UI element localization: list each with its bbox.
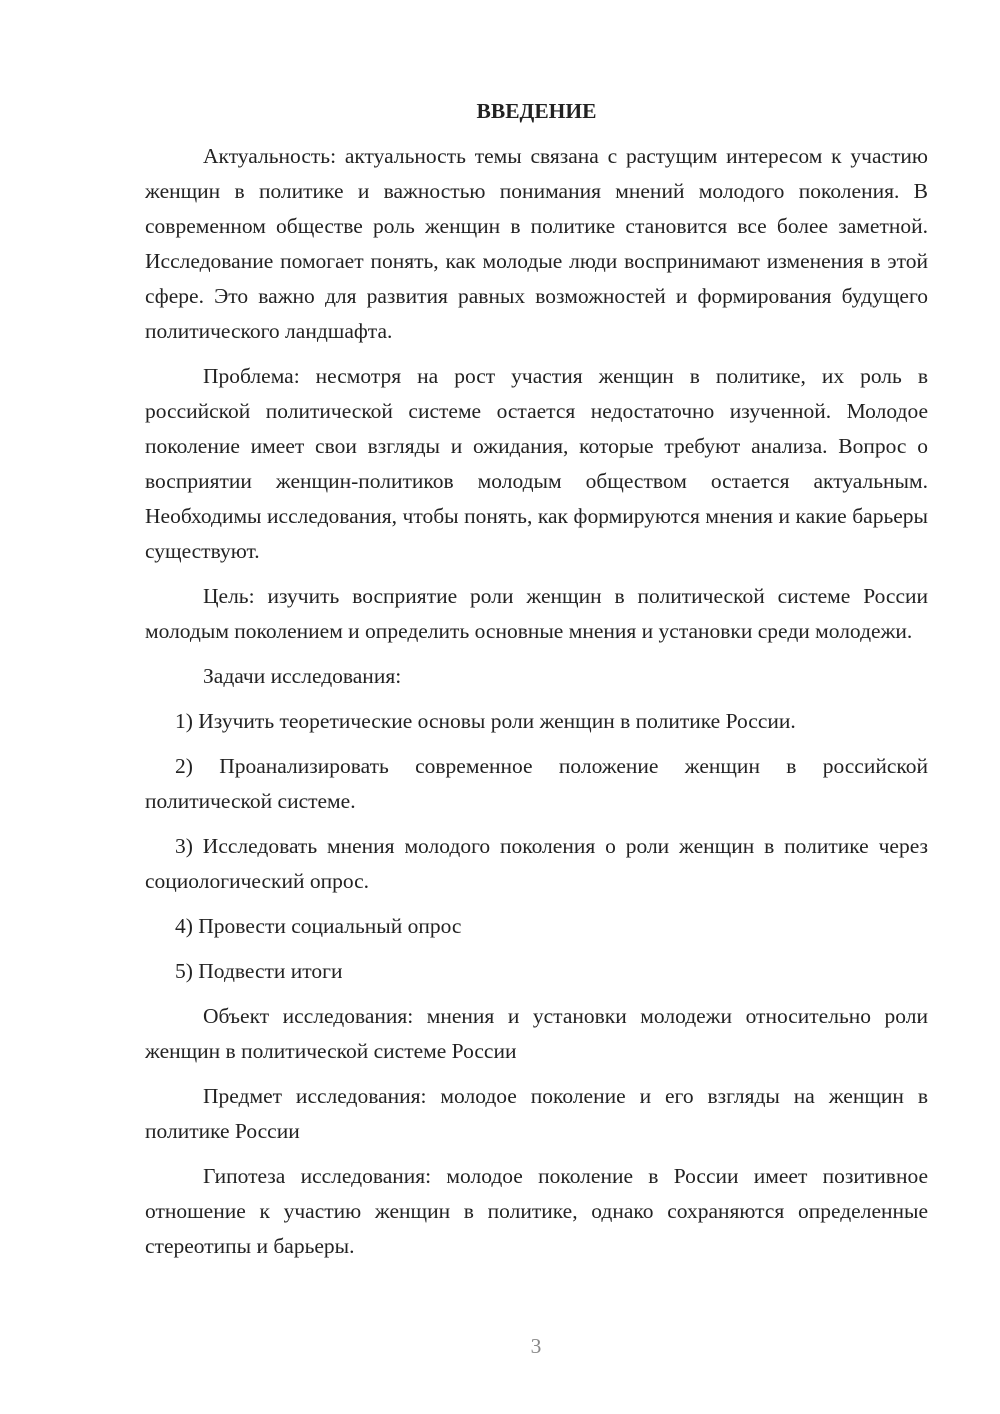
tasks-heading: Задачи исследования: [203, 664, 402, 688]
goal-paragraph: Цель: изучить восприятие роли женщин в политической системе России молодым поколением и определить основные мнения и установки среди молодежи. [145, 584, 928, 643]
task-item-3: 3) Исследовать мнения молодого поколения о роли женщин в политике через социологический опрос. [145, 834, 928, 893]
problem-paragraph: Проблема: несмотря на рост участия женщин в политике, их роль в российской политической системе остается недостаточно изученной. Молодое поколение имеет свои взгляды и ожидания, которые требуют анализа. Вопрос о восприятии женщин-политиков молодым обществом остается актуальным. Необходимы исследования, чтобы понять, как формируются мнения и какие барьеры существуют. [145, 364, 928, 563]
relevance-paragraph: Актуальность: актуальность темы связана с растущим интересом к участию женщин в политике и важностью понимания мнений молодого поколения. В современном обществе роль женщин в политике становится все более заметной. Исследование помогает понять, как молодые люди воспринимают изменения в этой сфере. Это важно для развития равных возможностей и формирования будущего политического ландшафта. [145, 144, 928, 343]
hypothesis-paragraph: Гипотеза исследования: молодое поколение в России имеет позитивное отношение к участию женщин в политике, однако сохраняются определенные стереотипы и барьеры. [145, 1164, 928, 1258]
subject-paragraph: Предмет исследования: молодое поколение и его взгляды на женщин в политике России [145, 1084, 928, 1143]
page-title: ВВЕДЕНИЕ [476, 99, 597, 123]
task-item-1: 1) Изучить теоретические основы роли женщин в политике России. [175, 709, 796, 733]
task-item-5: 5) Подвести итоги [175, 959, 343, 983]
task-item-4: 4) Провести социальный опрос [175, 914, 462, 938]
page-content [145, 94, 928, 1274]
page-number: 3 [530, 1334, 542, 1358]
task-item-2: 2) Проанализировать современное положение женщин в российской политической системе. [145, 754, 928, 813]
object-paragraph: Объект исследования: мнения и установки молодежи относительно роли женщин в политической системе России [145, 1004, 928, 1063]
